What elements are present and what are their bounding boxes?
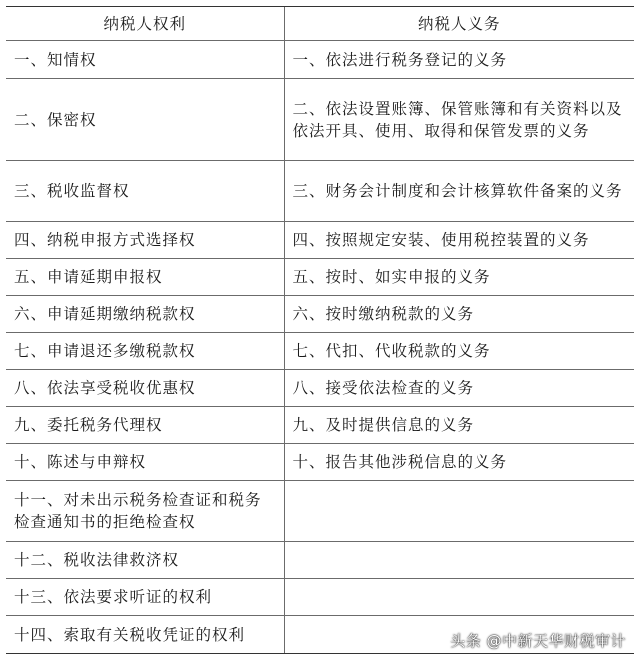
right-cell: 十二、税收法律救济权 [6, 542, 284, 579]
duty-cell: 七、代扣、代收税款的义务 [284, 333, 634, 370]
table-row [6, 41, 634, 79]
document [6, 6, 634, 654]
table-row [6, 296, 634, 333]
right-cell: 二、保密权 [6, 79, 284, 161]
right-cell: 八、依法享受税收优惠权 [6, 370, 284, 407]
right-cell: 十、陈述与申辩权 [6, 444, 284, 481]
right-cell: 九、委托税务代理权 [6, 407, 284, 444]
right-cell: 十四、索取有关税收凭证的权利 [6, 616, 284, 654]
right-cell: 一、知情权 [6, 41, 284, 79]
table-row [6, 481, 634, 542]
duty-cell [284, 481, 634, 542]
right-cell: 三、税收监督权 [6, 161, 284, 222]
table-row [6, 259, 634, 296]
right-cell: 五、申请延期申报权 [6, 259, 284, 296]
table-row [6, 333, 634, 370]
duty-cell: 六、按时缴纳税款的义务 [284, 296, 634, 333]
duty-cell [284, 579, 634, 616]
duty-cell: 三、财务会计制度和会计核算软件备案的义务 [284, 161, 634, 222]
table-row [6, 370, 634, 407]
right-cell: 四、纳税申报方式选择权 [6, 222, 284, 259]
header-rights: 纳税人权利 [6, 7, 284, 41]
right-cell: 六、申请延期缴纳税款权 [6, 296, 284, 333]
duty-cell: 五、按时、如实申报的义务 [284, 259, 634, 296]
duty-cell: 十、报告其他涉税信息的义务 [284, 444, 634, 481]
duty-cell: 九、及时提供信息的义务 [284, 407, 634, 444]
duty-cell: 四、按照规定安装、使用税控装置的义务 [284, 222, 634, 259]
duty-cell: 一、依法进行税务登记的义务 [284, 41, 634, 79]
right-cell: 十三、依法要求听证的权利 [6, 579, 284, 616]
table-row [6, 79, 634, 161]
right-cell: 十一、对未出示税务检查证和税务检查通知书的拒绝检查权 [6, 481, 284, 542]
table-row [6, 444, 634, 481]
duty-cell [284, 542, 634, 579]
watermark [450, 630, 626, 651]
rights-duties-table [6, 6, 634, 654]
table-row [6, 407, 634, 444]
table-row [6, 579, 634, 616]
table-row [6, 161, 634, 222]
header-duties: 纳税人义务 [284, 7, 634, 41]
right-cell: 七、申请退还多缴税款权 [6, 333, 284, 370]
table-header-row [6, 7, 634, 41]
watermark-text: 头条 @中新天华财税审计 [450, 632, 626, 650]
duty-cell: 二、依法设置账簿、保管账簿和有关资料以及依法开具、使用、取得和保管发票的义务 [284, 79, 634, 161]
table-row [6, 542, 634, 579]
table-row [6, 222, 634, 259]
duty-cell: 八、接受依法检查的义务 [284, 370, 634, 407]
